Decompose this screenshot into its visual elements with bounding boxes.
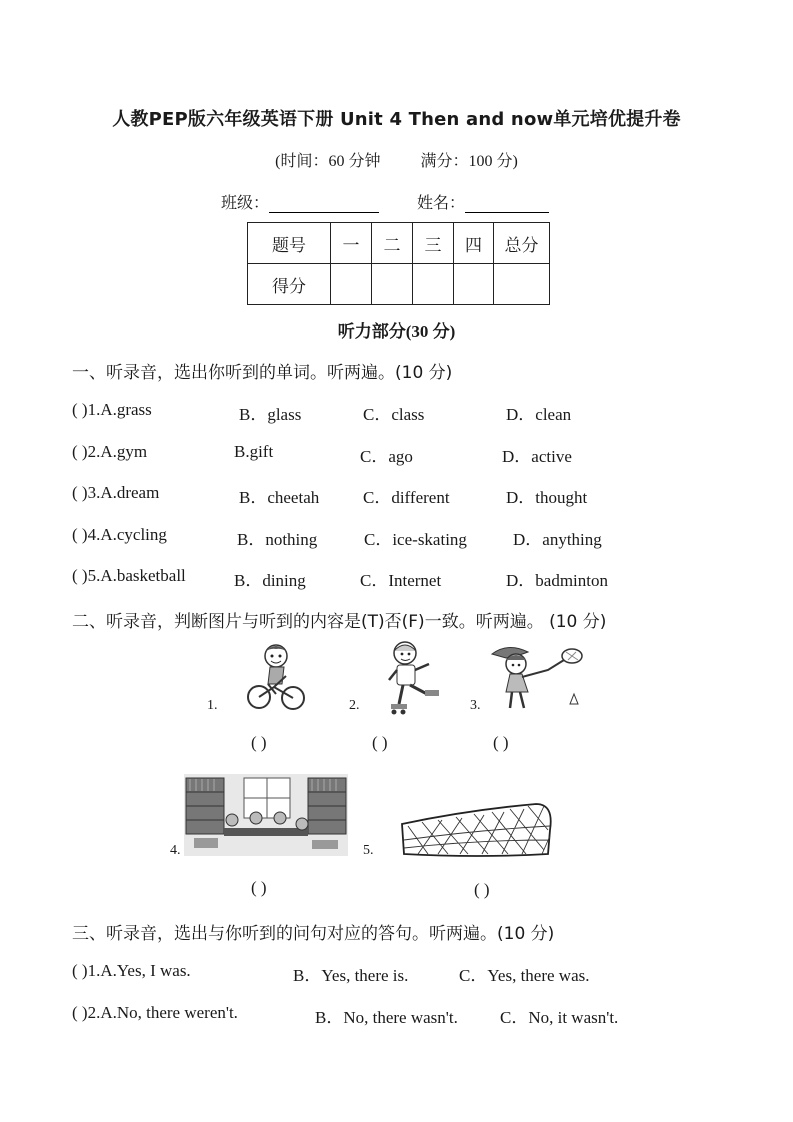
option-b: B．glass xyxy=(239,405,302,424)
score-table-cell: 总分 xyxy=(494,223,550,264)
option-b: B．cheetah xyxy=(239,488,320,507)
answer-blank[interactable]: ( ) xyxy=(251,733,267,752)
time-info: (时间：60 分钟 xyxy=(275,153,381,170)
class-field xyxy=(221,190,379,213)
score-table-header-row xyxy=(248,223,550,264)
name-blank[interactable] xyxy=(465,196,549,213)
score-input-cell[interactable] xyxy=(413,264,454,305)
score-input-cell[interactable] xyxy=(331,264,372,305)
class-blank[interactable] xyxy=(269,196,379,213)
score-table-cell: 一 xyxy=(331,223,372,264)
question-number: ( )2.A.No, there weren't. xyxy=(72,1003,238,1022)
answer-blank[interactable]: ( ) xyxy=(493,733,509,752)
part3-heading: 三、听录音，选出与你听到的问句对应的答句。听两遍。(10 分) xyxy=(72,924,555,944)
option-c: C．different xyxy=(363,488,450,507)
option-c: C．ago xyxy=(360,447,413,466)
picture-label: 4. xyxy=(170,843,181,858)
question-number: ( )5.A.basketball xyxy=(72,566,186,585)
score-info: 满分：100 分) xyxy=(420,153,518,170)
name-label: 姓名： xyxy=(417,195,466,212)
picture-label: 2. xyxy=(349,698,360,713)
option-b: B．Yes, there is. xyxy=(293,966,409,985)
score-input-cell[interactable] xyxy=(494,264,550,305)
class-label: 班级： xyxy=(221,195,270,212)
score-table-cell: 得分 xyxy=(248,264,331,305)
option-c: C．Internet xyxy=(360,571,442,590)
question-number: ( )1.A.Yes, I was. xyxy=(72,961,191,980)
option-b: B.gift xyxy=(234,442,274,461)
answer-blank[interactable]: ( ) xyxy=(372,733,388,752)
option-b: B．nothing xyxy=(237,530,318,549)
skating-boy-picture xyxy=(383,640,451,718)
stadium-picture xyxy=(398,800,554,860)
picture-label: 5. xyxy=(363,843,374,858)
option-c: C．class xyxy=(363,405,425,424)
score-table-score-row xyxy=(248,264,550,305)
picture-label: 1. xyxy=(207,698,218,713)
score-input-cell[interactable] xyxy=(372,264,413,305)
score-input-cell[interactable] xyxy=(454,264,494,305)
score-table-cell: 题号 xyxy=(248,223,331,264)
question-number: ( )4.A.cycling xyxy=(72,525,167,544)
option-c: C．No, it wasn't. xyxy=(500,1008,619,1027)
score-table-cell: 四 xyxy=(454,223,494,264)
badminton-girl-picture xyxy=(488,644,588,712)
name-field xyxy=(417,190,549,213)
option-c: C．ice-skating xyxy=(364,530,467,549)
option-b: B．No, there wasn't. xyxy=(315,1008,458,1027)
part2-heading: 二、听录音，判断图片与听到的内容是(T)否(F)一致。听两遍。 (10 分) xyxy=(72,612,607,632)
library-reading-picture xyxy=(184,774,348,856)
picture-label: 3. xyxy=(470,698,481,713)
question-number: ( )3.A.dream xyxy=(72,483,160,502)
question-number: ( )2.A.gym xyxy=(72,442,148,461)
page-title: 人教PEP版六年级英语下册 Unit 4 Then and now单元培优提升卷 xyxy=(112,109,681,130)
option-d: D．anything xyxy=(513,530,602,549)
option-c: C．Yes, there was. xyxy=(459,966,590,985)
option-d: D．thought xyxy=(506,488,588,507)
listening-section-title: 听力部分(30 分) xyxy=(337,322,456,341)
question-number: ( )1.A.grass xyxy=(72,400,152,419)
option-b: B．dining xyxy=(234,571,306,590)
cycling-child-picture xyxy=(246,642,308,714)
answer-blank[interactable]: ( ) xyxy=(251,878,267,897)
option-d: D．clean xyxy=(506,405,572,424)
option-d: D．badminton xyxy=(506,571,608,590)
score-table xyxy=(247,222,550,305)
option-d: D．active xyxy=(502,447,572,466)
answer-blank[interactable]: ( ) xyxy=(474,880,490,899)
score-table-cell: 二 xyxy=(372,223,413,264)
part1-heading: 一、听录音，选出你听到的单词。听两遍。(10 分) xyxy=(72,363,453,383)
score-table-cell: 三 xyxy=(413,223,454,264)
exam-meta xyxy=(0,148,793,171)
